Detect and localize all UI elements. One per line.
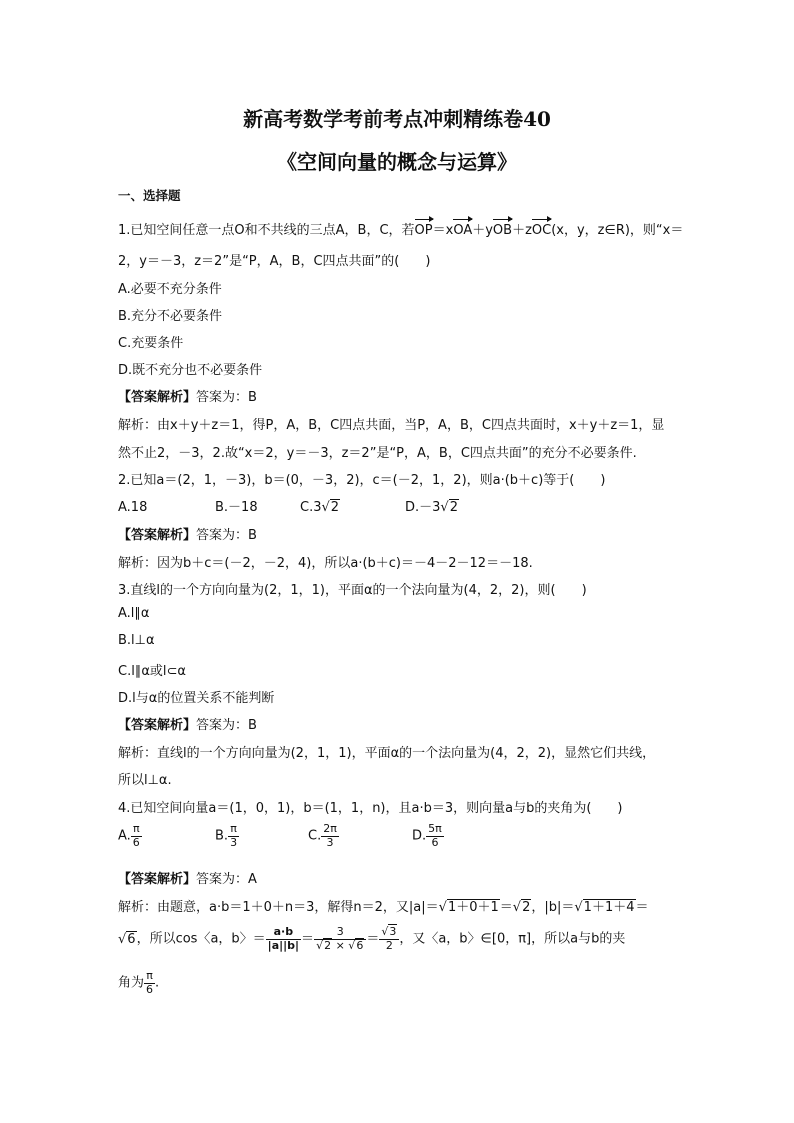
q1-stem-text: 1.已知空间任意一点O和不共线的三点A，B，C，若 [118, 223, 415, 238]
q1-option-c: C.充要条件 [118, 336, 184, 351]
answer-text: 答案为：B [196, 390, 257, 405]
section-heading: 一、选择题 [118, 188, 181, 203]
fraction [426, 823, 444, 849]
q4-option-c-label: C. [308, 828, 322, 844]
q1-explanation-line2: 然不止2，－3，2.故“x＝2，y＝－3，z＝2”是“P，A，B，C四点共面”的充分不必要条件. [118, 446, 637, 461]
q1-answer [118, 386, 678, 405]
q4-explanation-line2 [118, 926, 678, 952]
sqrt-symbol: √3 [381, 925, 397, 938]
radicand: 3 [389, 925, 397, 938]
vector-ob: OB [492, 223, 513, 238]
vector-op: OP [414, 223, 433, 238]
document-title: 新高考数学考前考点冲刺精练卷40 [243, 107, 551, 131]
answer-text: 答案为：B [196, 528, 257, 543]
radicand: 1＋0＋1 [447, 900, 499, 915]
q2-explanation: 解析：因为b＋c＝(－2，－2，4)，所以a·(b＋c)＝－4－2－12＝－18. [118, 556, 533, 571]
q4-option-c [308, 823, 412, 849]
q4-exp-text-1: 解析：由题意，a·b＝1＋0＋n＝3，解得n＝2，又|a|＝ [118, 900, 439, 915]
vector-oc: OC [531, 223, 552, 238]
q3-option-a: A.l∥α [118, 606, 150, 621]
q4-stem: 4.已知空间向量a＝(1，0，1)，b＝(1，1，n)，且a·b＝3，则向量a与b的夹角为( ) [118, 801, 623, 816]
sqrt-symbol: √1＋0＋1 [438, 900, 499, 915]
radicand: 2 [449, 500, 458, 515]
q4-options [118, 823, 678, 849]
q1-option-a: A.必要不充分条件 [118, 282, 222, 297]
fraction [144, 970, 155, 996]
q3-option-b: B.l⊥α [118, 633, 155, 648]
answer-text: 答案为：A [196, 872, 257, 887]
q1-stem-line2: 2，y＝－3，z＝2”是“P，A，B，C四点共面”的( ) [118, 254, 431, 269]
q4-explanation-line3 [118, 970, 678, 996]
radicand: 1＋1＋4 [583, 900, 635, 915]
q1-eq2: ＋y [472, 223, 493, 238]
q3-answer [118, 714, 678, 733]
q4-option-d-label: D. [412, 828, 427, 844]
numerator: a·b [266, 926, 301, 940]
denominator: 6 [146, 982, 154, 996]
numerator: 5π [428, 822, 442, 835]
answer-tag: 【答案解析】 [118, 872, 197, 887]
answer-tag: 【答案解析】 [118, 390, 197, 405]
q2-option-d [405, 496, 459, 515]
q4-exp-text-4: ＝ [635, 900, 649, 915]
numerator: π [228, 823, 239, 837]
radicand: 2 [522, 900, 531, 915]
denominator: 6 [132, 835, 140, 849]
q1-stem-post: (x，y，z∈R)，则“x＝ [551, 223, 684, 238]
q4-exp-text-7: ＝ [366, 931, 380, 947]
sqrt-symbol: √2 [512, 900, 531, 915]
fraction [314, 926, 366, 952]
numerator: 3 [314, 926, 366, 940]
sqrt-symbol: √2 [321, 500, 340, 515]
denominator: |a||b| [267, 938, 300, 952]
q4-option-d [412, 823, 444, 849]
q3-stem: 3.直线l的一个方向向量为(2，1，1)，平面α的一个法向量为(4，2，2)，则( ) [118, 583, 587, 598]
q4-option-a [118, 823, 215, 849]
sqrt-symbol: √2 [440, 500, 458, 515]
denominator: 3 [326, 835, 334, 849]
sqrt-symbol: √6 [118, 931, 136, 947]
radicand: 6 [356, 938, 364, 952]
q2-option-d-text: D.－3 [405, 500, 441, 515]
sqrt-symbol: √6 [348, 938, 364, 952]
vector-oa: OA [453, 223, 473, 238]
q4-option-b-label: B. [215, 828, 229, 844]
radicand: 2 [324, 938, 332, 952]
times-sign: × [335, 938, 345, 952]
q1-eq1: ＝x [432, 223, 454, 238]
sqrt-symbol: √1＋1＋4 [574, 900, 635, 915]
denominator: 3 [230, 835, 238, 849]
answer-text: 答案为：B [196, 718, 257, 733]
q2-option-c [300, 500, 405, 515]
q4-option-b [215, 823, 308, 849]
radicand: 2 [330, 500, 340, 515]
q2-options [118, 496, 678, 515]
q3-explanation-line2: 所以l⊥α. [118, 773, 172, 788]
q4-exp-text-2: ＝ [499, 900, 513, 915]
q1-eq3: ＋z [512, 223, 532, 238]
answer-tag: 【答案解析】 [118, 528, 197, 543]
fraction [228, 823, 239, 849]
q4-exp-text-6: ＝ [301, 931, 315, 947]
numerator: π [131, 823, 142, 837]
denominator: 2 [385, 938, 393, 952]
q4-answer [118, 868, 678, 887]
q1-option-d: D.既不充分也不必要条件 [118, 363, 263, 378]
q3-option-d: D.l与α的位置关系不能判断 [118, 691, 275, 706]
document-subtitle: 《空间向量的概念与运算》 [277, 150, 517, 174]
q1-stem-line1 [118, 219, 684, 238]
q3-option-c: C.l∥α或l⊂α [118, 664, 186, 679]
numerator: 2π [323, 822, 337, 835]
q2-option-c-text: C.3 [300, 500, 322, 515]
q2-option-a: A.18 [118, 500, 148, 515]
answer-tag: 【答案解析】 [118, 718, 197, 733]
fraction [321, 823, 339, 849]
fraction [379, 926, 399, 952]
q2-stem: 2.已知a＝(2，1，－3)，b＝(0，－3，2)，c＝(－2，1，2)，则a·(b＋c)等于( ) [118, 473, 606, 488]
numerator [379, 926, 399, 940]
q2-answer [118, 524, 678, 543]
q4-exp-text-10: . [155, 975, 160, 991]
q4-explanation-line1 [118, 896, 678, 915]
radicand: 6 [127, 931, 136, 947]
q1-option-b: B.充分不必要条件 [118, 309, 223, 324]
fraction [266, 926, 301, 952]
fraction [131, 823, 142, 849]
q1-explanation-line1: 解析：由x＋y＋z＝1，得P，A，B，C四点共面，当P，A，B，C四点共面时，x＋y＋z＝1，显 [118, 418, 665, 433]
q4-exp-text-3: ，|b|＝ [531, 900, 575, 915]
q3-explanation-line1: 解析：直线l的一个方向向量为(2，1，1)，平面α的一个法向量为(4，2，2)，显然它们共线， [118, 746, 656, 761]
denominator [314, 940, 366, 953]
sqrt-symbol: √2 [316, 938, 332, 952]
numerator: π [144, 970, 155, 984]
q4-option-a-label: A. [118, 828, 131, 844]
q2-option-b: B.－18 [215, 500, 258, 515]
q4-exp-text-5: ，所以cos〈a，b〉＝ [136, 931, 266, 947]
q4-exp-text-9: 角为 [118, 975, 145, 991]
q4-exp-text-8: ，又〈a，b〉∈[0，π]，所以a与b的夹 [399, 931, 626, 947]
denominator: 6 [431, 835, 439, 849]
